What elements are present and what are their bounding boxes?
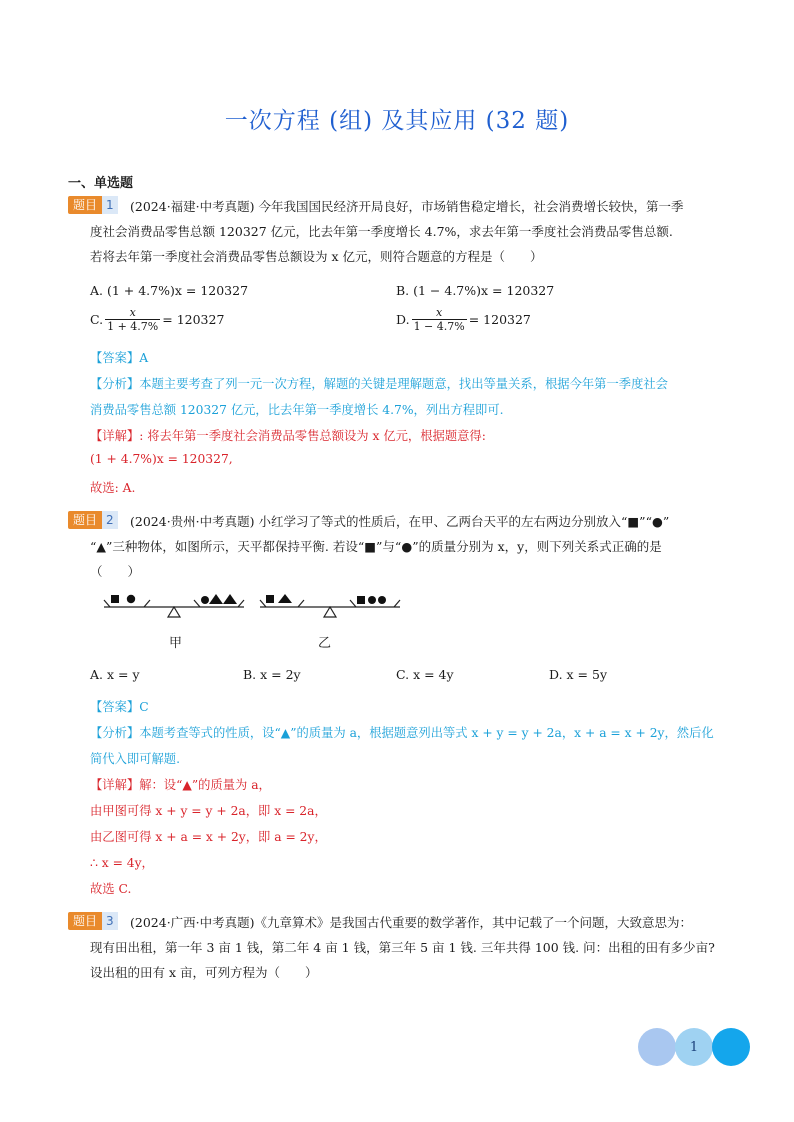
- detail-line: 【详解】解：设“▲”的质量为 a，: [90, 778, 271, 792]
- question-text-line: 设出租的田有 x 亩，可列方程为（ ）: [90, 965, 318, 980]
- analysis-line: 消费品零售总额 120327 亿元，比去年第一季度增长 4.7%，列出方程即可.: [90, 403, 504, 417]
- fraction: [412, 306, 467, 333]
- fraction: [105, 306, 160, 333]
- option-prefix: D.: [396, 312, 410, 327]
- option-b: B. (1 − 4.7%)x = 120327: [396, 283, 555, 298]
- page-number-badge: [638, 1028, 750, 1066]
- detail-line: 由甲图可得 x + y = y + 2a，即 x = 2a，: [90, 804, 327, 818]
- balance-jia: [104, 594, 244, 617]
- circle-shape: [127, 595, 135, 603]
- question-text-line: (2024·贵州·中考真题) 小红学习了等式的性质后，在甲、乙两台天平的左右两边分别放入“■”“●”: [130, 514, 670, 529]
- page-number: 1: [675, 1028, 713, 1066]
- option-prefix: C.: [90, 312, 104, 327]
- circle-shape: [368, 596, 376, 604]
- detail-line: ∴ x = 4y，: [90, 856, 154, 870]
- question-tag-2: [68, 511, 118, 529]
- badge-circle-left: [638, 1028, 676, 1066]
- option-b: B. x = 2y: [243, 667, 301, 682]
- option-a: A. (1 + 4.7%)x = 120327: [90, 283, 249, 298]
- detail-line: 故选: A.: [90, 481, 136, 495]
- fraction-numerator: x: [412, 306, 467, 320]
- fraction-denominator: 1 − 4.7%: [413, 320, 465, 333]
- circle-shape: [378, 596, 386, 604]
- triangle-shape: [223, 594, 237, 604]
- square-shape: [266, 595, 274, 603]
- square-shape: [111, 595, 119, 603]
- detail-line: (1 + 4.7%)x = 120327,: [90, 452, 233, 466]
- analysis-line: 【分析】本题主要考查了列一元一次方程，解题的关键是理解题意，找出等量关系，根据今年第一季度社会: [90, 377, 668, 391]
- question-number: 3: [102, 912, 118, 930]
- question-text-line: (2024·福建·中考真题) 今年我国国民经济开局良好，市场销售稳定增长，社会消费增长较快，第一季: [130, 199, 684, 214]
- option-c: C. x = 4y: [396, 667, 454, 682]
- option-d: D. x = 5y: [549, 667, 608, 682]
- option-suffix: = 120327: [468, 312, 531, 327]
- triangle-shape: [278, 594, 292, 603]
- balance-yi: [260, 594, 400, 617]
- answer-line: 【答案】C: [90, 700, 149, 714]
- fraction-numerator: x: [105, 306, 160, 320]
- question-number: 1: [102, 196, 118, 214]
- fraction-denominator: 1 + 4.7%: [107, 320, 159, 333]
- question-tag-label: 题目: [68, 511, 102, 529]
- question-text-line: (2024·广西·中考真题)《九章算术》是我国古代重要的数学著作，其中记载了一个问题，大致意思为：: [130, 915, 693, 930]
- section-heading: 一、单选题: [68, 176, 134, 191]
- question-tag-label: 题目: [68, 912, 102, 930]
- detail-line: 由乙图可得 x + a = x + 2y，即 a = 2y，: [90, 830, 327, 844]
- analysis-line: 简代入即可解题.: [90, 752, 180, 766]
- question-tag-3: [68, 912, 118, 930]
- question-text-line: 度社会消费品零售总额 120327 亿元，比去年第一季度增长 4.7%，求去年第一季度社会消费品零售总额.: [90, 224, 673, 239]
- figure-label-yi: 乙: [318, 636, 332, 651]
- page-title: 一次方程 (组) 及其应用 (32 题): [224, 108, 570, 134]
- question-number: 2: [102, 511, 118, 529]
- option-a: A. x = y: [90, 667, 140, 682]
- option-d: [396, 306, 531, 333]
- answer-line: 【答案】A: [90, 351, 149, 365]
- option-suffix: = 120327: [162, 312, 225, 327]
- option-c: [90, 306, 224, 333]
- detail-line: 【详解】: 将去年第一季度社会消费品零售总额设为 x 亿元，根据题意得:: [90, 429, 486, 443]
- balance-figures: [98, 590, 408, 652]
- circle-shape: [201, 596, 209, 604]
- square-shape: [357, 596, 365, 604]
- question-text-line: （ ）: [90, 564, 141, 579]
- question-text-line: 若将去年第一季度社会消费品零售总额设为 x 亿元，则符合题意的方程是（ ）: [90, 249, 543, 264]
- analysis-line: 【分析】本题考查等式的性质，设“▲”的质量为 a，根据题意列出等式 x + y = y + 2a，x + a = x + 2y，然后化: [90, 726, 714, 740]
- figure-label-jia: 甲: [169, 636, 183, 651]
- question-text-line: 现有田出租，第一年 3 亩 1 钱，第二年 4 亩 1 钱，第三年 5 亩 1 钱. 三年共得 100 钱. 问：出租的田有多少亩?: [90, 940, 715, 955]
- triangle-shape: [209, 594, 223, 604]
- question-tag-1: [68, 196, 118, 214]
- detail-line: 故选 C.: [90, 882, 132, 896]
- badge-circle-right: [712, 1028, 750, 1066]
- question-text-line: “▲”三种物体，如图所示，天平都保持平衡. 若设“■”与“●”的质量分别为 x，y，则下列关系式正确的是: [90, 539, 662, 554]
- question-tag-label: 题目: [68, 196, 102, 214]
